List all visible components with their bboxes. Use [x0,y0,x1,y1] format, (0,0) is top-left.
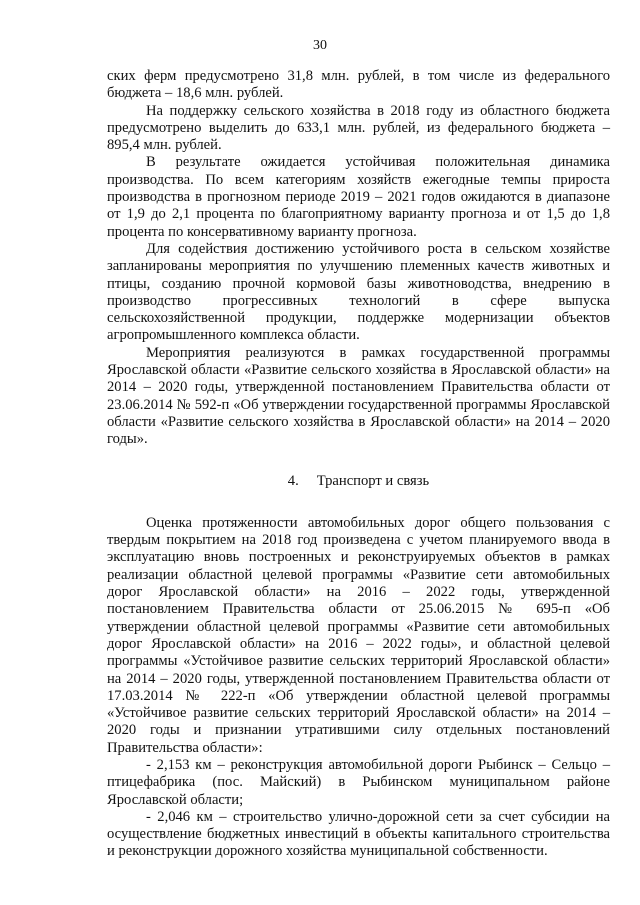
body-text [107,68,610,861]
paragraph: В результате ожидается устойчивая положительная динамика производства. По всем категориям хозяйств ежегодные темпы прироста производства в прогнозном периоде 2019 – 2021 годов ожидаются в диапазоне от 1,9 до 2,1 процента по благоприятному варианту прогноза и от 1,5 до 1,8 процента по консервативному варианту прогноза. [107,154,610,240]
section-heading [107,473,610,490]
heading-spacer [107,490,610,515]
list-item: - 2,153 км – реконструкция автомобильной дороги Рыбинск – Сельцо – птицефабрика (пос. Майский) в Рыбинском муниципальном районе Ярославской области; [107,756,610,808]
paragraph: Для содействия достижению устойчивого роста в сельском хозяйстве запланированы мероприятия по улучшению племенных качеств животных и птицы, созданию прочной кормовой базы животноводства, внедрению в производство прогрессивных технологий в сфере выпуска сельскохозяйственной продукции, поддержке модернизации объектов агропромышленного комплекса области. [107,240,610,344]
page-number: 30 [313,38,327,53]
paragraph: На поддержку сельского хозяйства в 2018 году из областного бюджета предусмотрено выделить до 633,1 млн. рублей, из федерального бюджета – 895,4 млн. рублей. [107,102,610,154]
section-number: 4. [287,472,299,489]
paragraph: Оценка протяженности автомобильных дорог общего пользования с твердым покрытием на 2018 год произведена с учетом планируемого ввода в эксплуатацию вновь построенных и реконструируемых объектов в рамках реализации областной целевой программы «Развитие сети автомобильных дорог Ярославской области» на 2016 – 2022 годы, утвержденной постановлением Правительства области от 25.06.2015 № 695-п «Об утверждении областной целевой программы «Развитие сети автомобильных дорог Ярославской области» на 2016 – 2022 годы», и областной целевой программы «Устойчивое развитие сельских территорий Ярославской области» на 2014 – 2020 годы, утвержденной постановлением Правительства области от 17.03.2014 № 222-п «Об утверждении областной целевой программы «Устойчивое развитие сельских территорий Ярославской области» на 2014 – 2020 годы и признании утратившими силу отдельных постановлений Правительства области»: [107,514,610,756]
paragraph: ских ферм предусмотрено 31,8 млн. рублей, в том числе из федерального бюджета – 18,6 млн. рублей. [107,68,610,102]
paragraph: Мероприятия реализуются в рамках государственной программы Ярославской области «Развитие сельского хозяйства в Ярославской области» на 2014 – 2020 годы, утвержденной постановлением Правительства области от 23.06.2014 № 592-п «Об утверждении государственной программы Ярославской области «Развитие сельского хозяйства в Ярославской области» на 2014 – 2020 годы». [107,344,610,448]
section-title: Транспорт и связь [316,472,430,489]
list-item: - 2,046 км – строительство улично-дорожной сети за счет субсидии на осуществление бюджетных инвестиций в объекты капитального строительства и реконструкции дорожного хозяйства муниципальной собственности. [107,808,610,860]
